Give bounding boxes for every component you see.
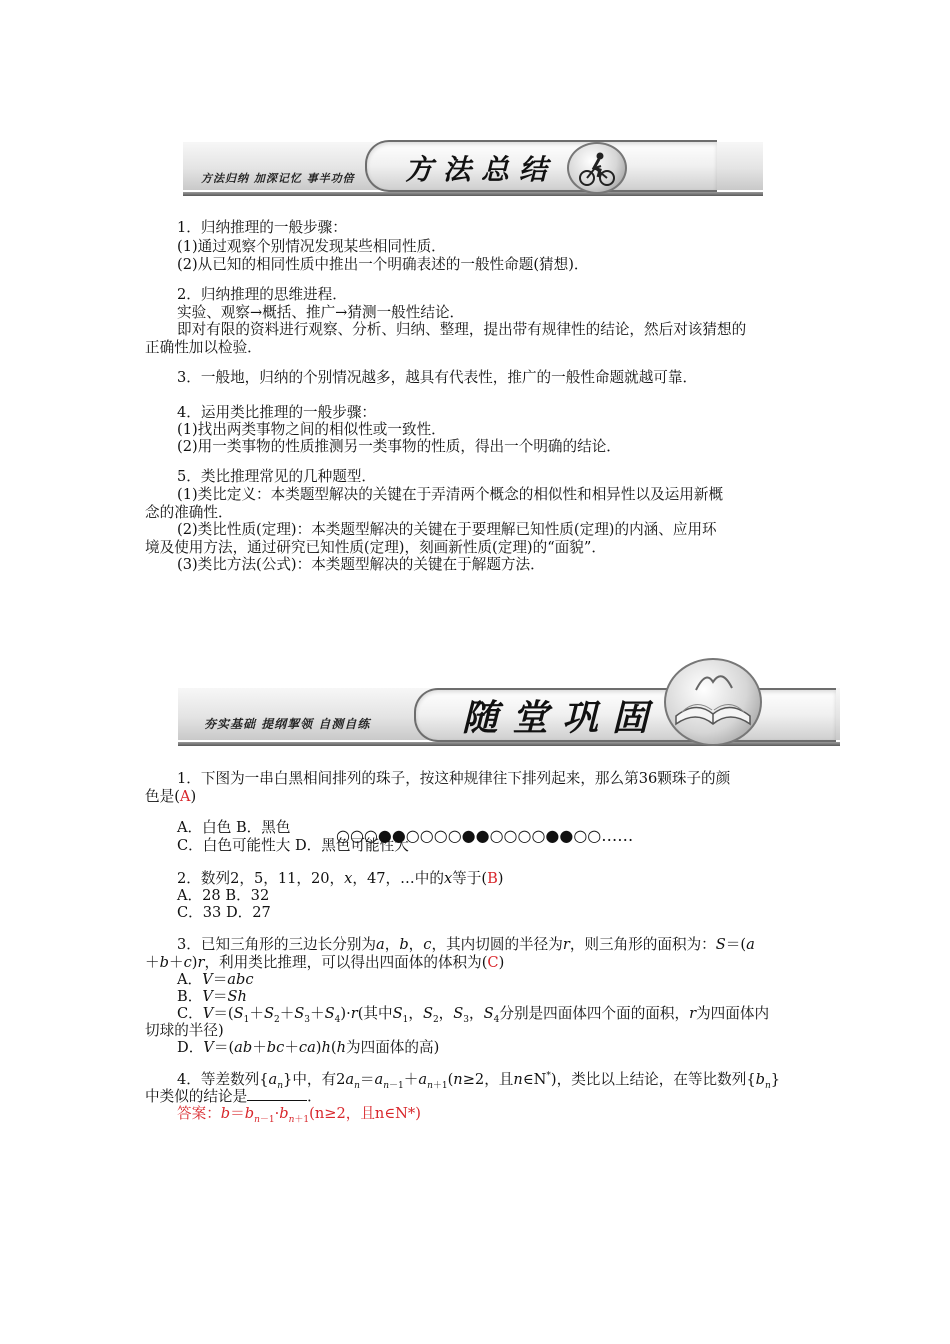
summary-line: 正确性加以检验． (145, 339, 262, 356)
summary-line: 实验、观察→概括、推广→猜测一般性结论． (177, 304, 465, 321)
practice-banner (178, 680, 840, 746)
q2-options-ab: A．28 B．32 (177, 887, 270, 904)
q1-options-cd: C．白色可能性大 D．黑色可能性大 (177, 837, 409, 854)
banner-title: 方法总结 (405, 153, 558, 186)
q1-options-ab: A．白色 B．黑色 (177, 819, 291, 836)
q1-line2: 色是(A) (145, 788, 197, 805)
summary-line: 2．归纳推理的思维进程． (177, 286, 347, 303)
summary-line: (3)类比方法(公式)：本类题型解决的关键在于解题方法． (177, 556, 545, 573)
q3-option-c-cont: 切球的半径) (145, 1022, 224, 1039)
answer-blank (247, 1088, 307, 1101)
q4-line2: 中类似的结论是 ． (145, 1088, 322, 1105)
summary-line: 1．归纳推理的一般步骤： (177, 219, 347, 236)
method-summary-banner (183, 136, 763, 196)
banner-motto: 方法归纳 加深记忆 事半功倍 (201, 172, 355, 185)
summary-line: (2)类比性质(定理)：本类题型解决的关键在于要理解已知性质(定理)的内涵、应用环 (177, 521, 717, 538)
summary-line: 念的准确性． (145, 504, 233, 521)
q3-line1: 3．已知三角形的三边长分别为a，b，c，其内切圆的半径为r，则三角形的面积为：S＝(a (177, 936, 755, 953)
summary-line: (1)通过观察个别情况发现某些相同性质． (177, 238, 446, 255)
banner-motto: 夯实基础 提纲挈领 自测自练 (204, 717, 371, 731)
bead-sequence: ○○○●●○○○○●●○○○○●●○○…… (336, 826, 634, 845)
q4-line1: 4．等差数列$\{a_n\}$中，有$2a_n=a_{n-1}+a_{n+1}(n\ge 2$，且n∈N*)，类比以上结论，在等比数列$\{b_n\}$ (177, 1071, 781, 1091)
q2-answer: B (487, 870, 498, 887)
q4-answer: 答案：$b=b_{n-1}\cdot b_{n+1}(n\ge 2$，且n∈N*) (177, 1105, 421, 1125)
summary-line: 即对有限的资料进行观察、分析、归纳、整理，提出带有规律性的结论，然后对该猜想的 (177, 321, 747, 338)
open-book-icon (664, 658, 762, 746)
summary-line: 境及使用方法，通过研究已知性质(定理)，刻画新性质(定理)的“面貌”． (145, 539, 606, 556)
q1-line1: 1．下图为一串白黑相间排列的珠子，按这种规律往下排列起来，那么第36颗珠子的颜 (177, 770, 731, 787)
summary-line: (2)从已知的相同性质中推出一个明确表述的一般性命题(猜想)． (177, 256, 589, 273)
q3-line2: ＋b＋c)r，利用类比推理，可以得出四面体的体积为(C) (145, 954, 505, 971)
summary-line: 5．类比推理常见的几种题型． (177, 468, 377, 485)
summary-line: (1)找出两类事物之间的相似性或一致性． (177, 421, 446, 438)
q2-line1: 2．数列2，5，11，20，x，47，…中的x等于(B) (177, 870, 504, 887)
q1-answer: A (179, 788, 191, 805)
q3-option-b: B．V＝Sh (177, 988, 247, 1005)
q3-answer: C (487, 954, 499, 971)
q3-option-a: A．V＝abc (177, 971, 254, 988)
q3-option-d: D．V＝(ab＋bc＋ca)h(h为四面体的高) (177, 1039, 440, 1056)
summary-line: (2)用一类事物的性质推测另一类事物的性质，得出一个明确的结论． (177, 438, 621, 455)
summary-line: 4．运用类比推理的一般步骤： (177, 404, 377, 421)
summary-line: (1)类比定义：本类题型解决的关键在于弄清两个概念的相似性和相异性以及运用新概 (177, 486, 724, 503)
q2-options-cd: C．33 D．27 (177, 904, 271, 921)
cyclist-icon (567, 142, 627, 194)
banner-title: 随堂巩固 (462, 697, 663, 739)
q3-option-c: C．$V=(S_1+S_2+S_3+S_4)\cdot r$(其中$S_1$，$S_2$，$S_3$，$S_4$分别是四面体四个面的面积，r为四面体内 (177, 1005, 770, 1025)
summary-line: 3．一般地，归纳的个别情况越多，越具有代表性，推广的一般性命题就越可靠． (177, 369, 698, 386)
